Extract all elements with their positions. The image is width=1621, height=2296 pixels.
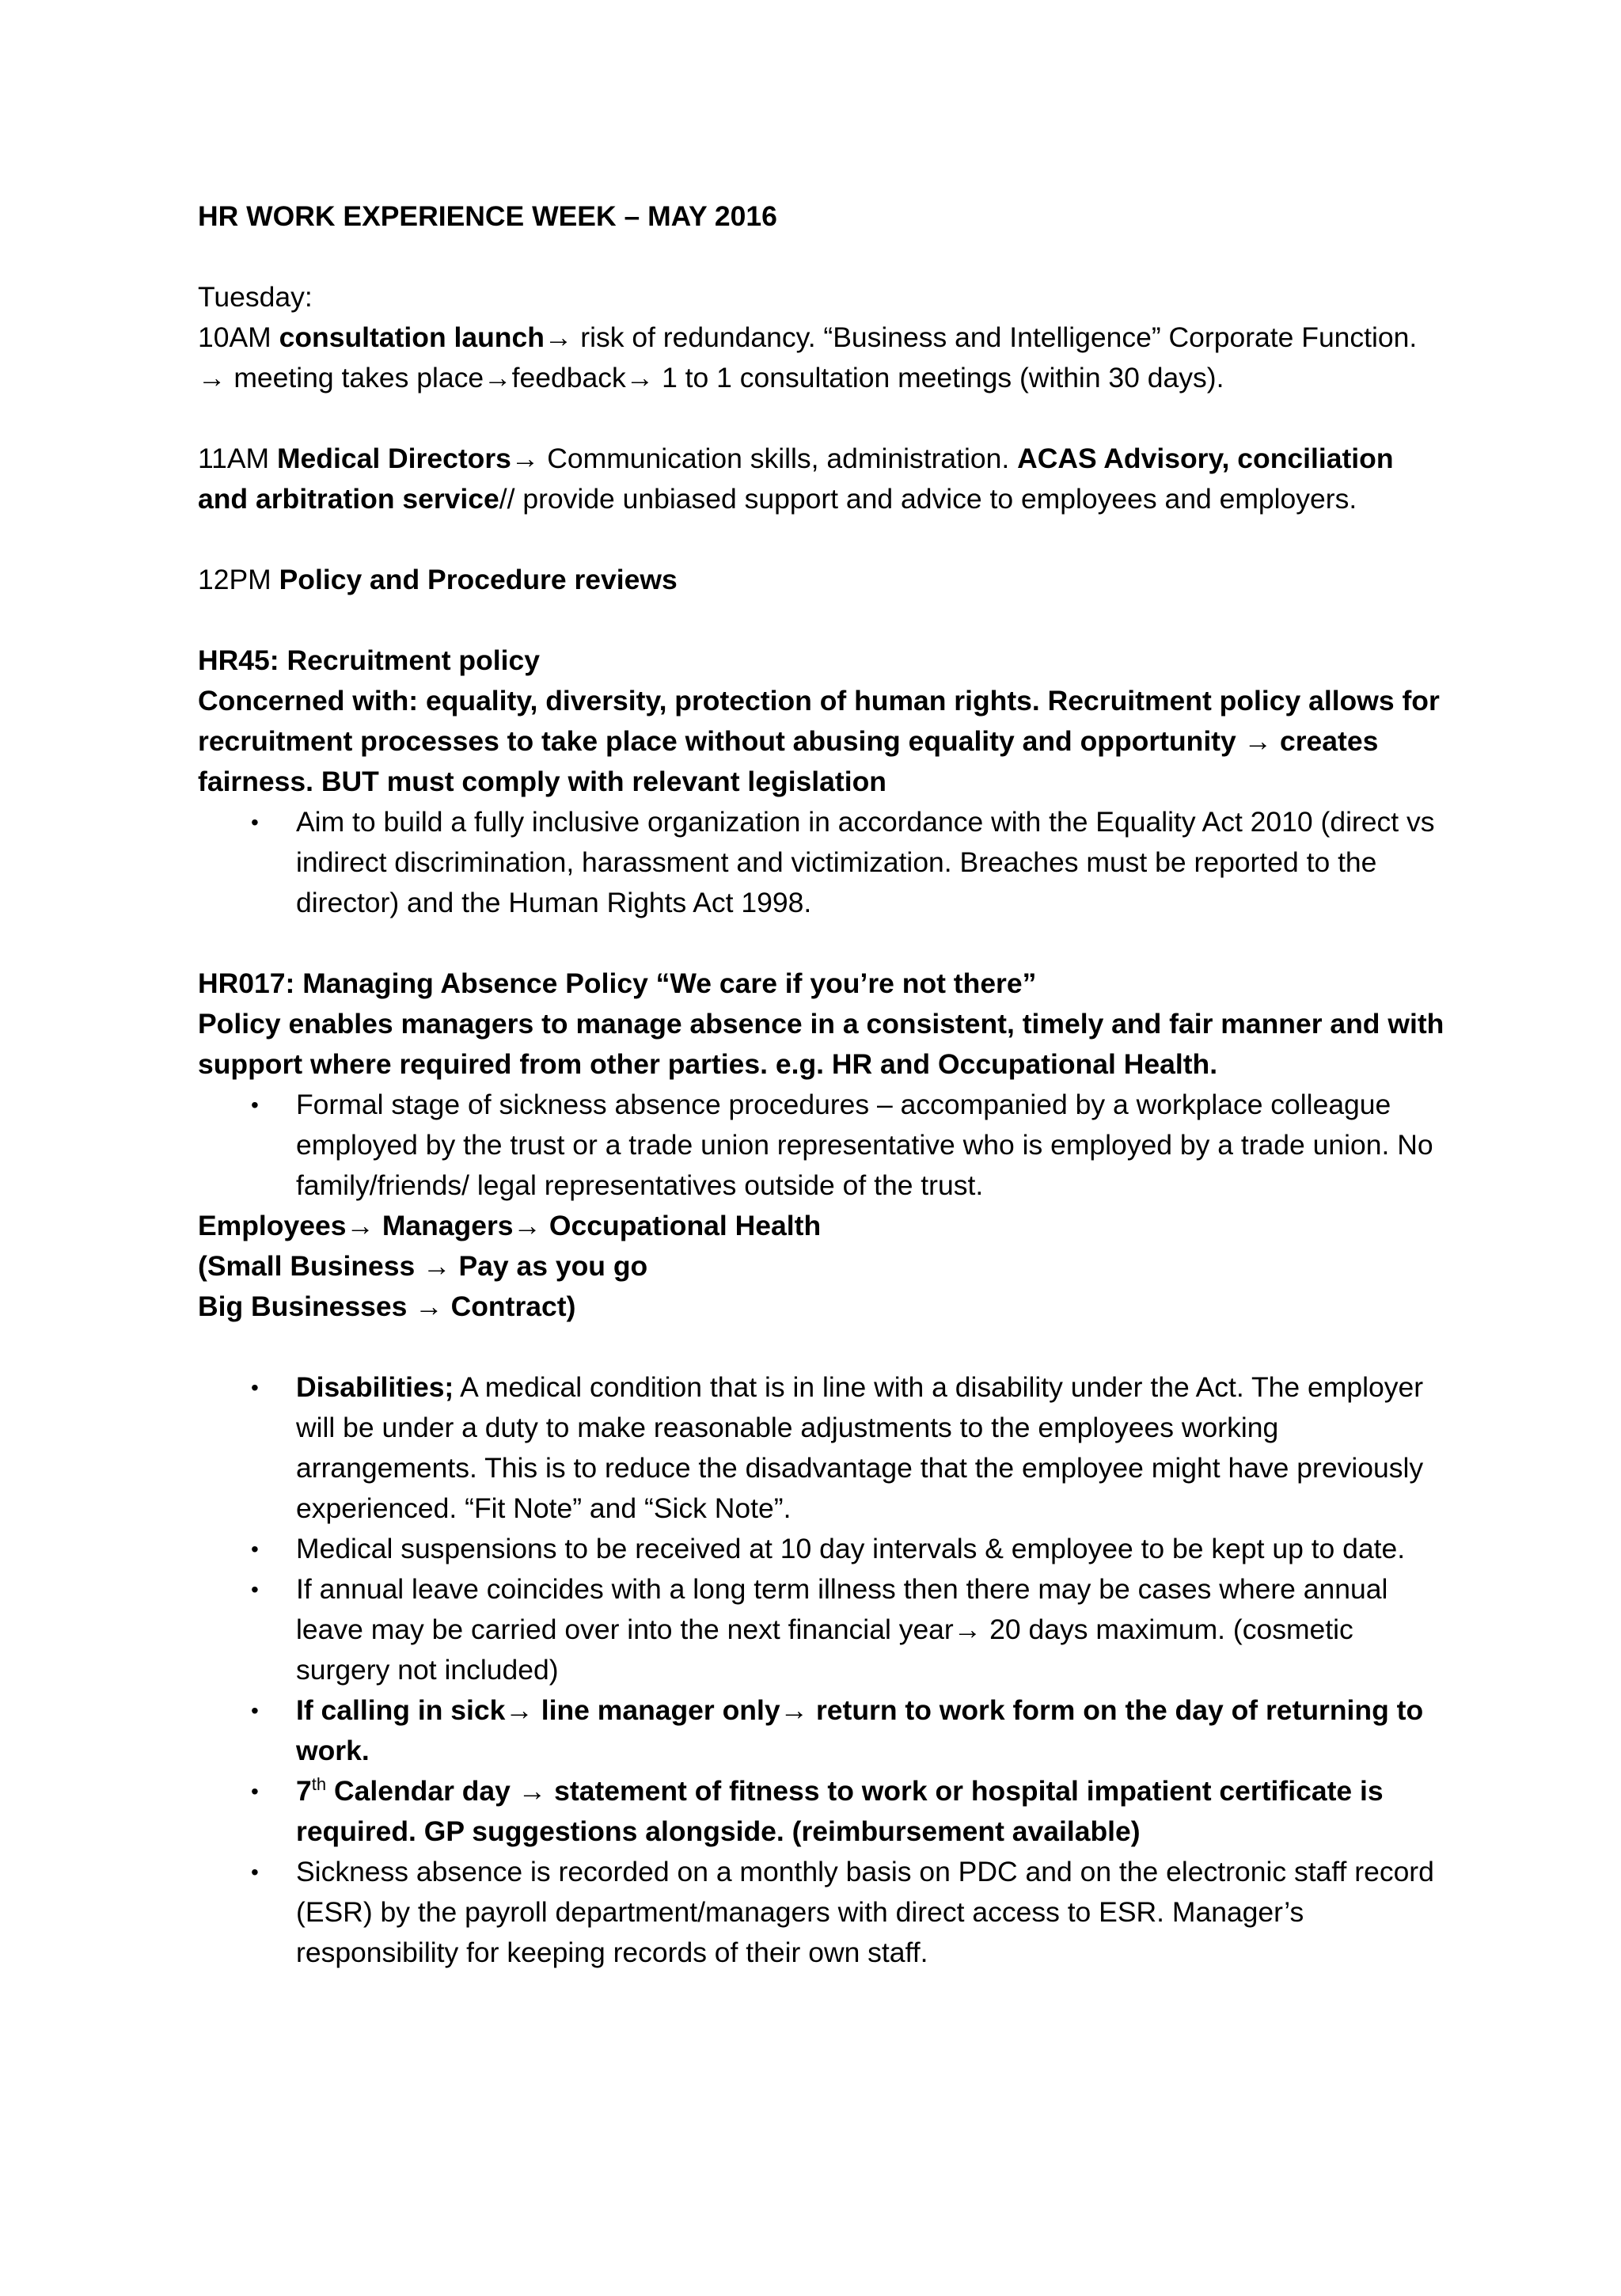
day-label: Tuesday: xyxy=(198,281,313,313)
bullet-icon: • xyxy=(251,1093,259,1117)
document-title: HR WORK EXPERIENCE WEEK – MAY 2016 xyxy=(198,200,777,232)
arrow-icon: → xyxy=(505,1694,533,1726)
list-item: • Formal stage of sickness absence procedures – accompanied by a workplace colleague employed by the trust or a trade union representative who is employed by a trade union. No family/friends/ legal representatives outside of the trust. xyxy=(198,1085,1448,1206)
bullet-icon: • xyxy=(251,1860,259,1884)
hr45-summary: Concerned with: equality, diversity, protection of human rights. Recruitment policy allows for recruitment processes to take place without abusing equality and opportunity → creates fairness. BUT must comply with relevant legislation xyxy=(198,685,1440,797)
entry-11am: 11AM Medical Directors→ Communication skills, administration. ACAS Advisory, conciliation and arbitration service// provide unbiased support and advice to employees and employers. xyxy=(198,443,1394,515)
arrow-icon: → xyxy=(198,362,226,393)
arrow-icon: → xyxy=(780,1694,809,1726)
entry-10am: 10AM consultation launch→ risk of redundancy. “Business and Intelligence” Corporate Function. → meeting takes place→feedback→ 1 to 1 consultation meetings (within 30 days). xyxy=(198,321,1418,393)
list-item: • Aim to build a fully inclusive organization in accordance with the Equality Act 2010 (direct vs indirect discrimination, harassment and victimization. Breaches must be reported to the director) and the Human Rights Act 1998. xyxy=(198,802,1448,923)
bullet-icon: • xyxy=(251,1779,259,1804)
arrow-icon: → xyxy=(625,362,655,393)
arrow-icon: → xyxy=(415,1291,443,1322)
arrow-icon: → xyxy=(518,1775,547,1807)
list-item: • Medical suspensions to be received at 10 day intervals & employee to be kept up to date. xyxy=(198,1529,1448,1569)
bullet-icon: • xyxy=(251,1577,259,1602)
absence-bullet-list xyxy=(198,1367,1448,1973)
hr017-summary: Policy enables managers to manage absence in a consistent, timely and fair manner and with support where required from other parties. e.g. HR and Occupational Health. xyxy=(198,1008,1444,1080)
hr017-flow: Employees→ Managers→ Occupational Health xyxy=(198,1210,822,1241)
hr45-heading: HR45: Recruitment policy xyxy=(198,644,541,676)
bullet-icon: • xyxy=(251,1698,259,1723)
list-item: • 7th Calendar day → statement of fitness to work or hospital impatient certificate is required. GP suggestions alongside. (reimbursement available) xyxy=(198,1771,1448,1852)
list-item: • Sickness absence is recorded on a monthly basis on PDC and on the electronic staff record (ESR) by the payroll department/managers with direct access to ESR. Manager’s responsibility for keeping records of their own staff. xyxy=(198,1852,1448,1973)
bullet-icon: • xyxy=(251,1375,259,1400)
hr45-bullet-list xyxy=(198,802,1448,923)
list-item: • Disabilities; A medical condition that is in line with a disability under the Act. The employer will be under a duty to make reasonable adjustments to the employees working arrangements. This is to reduce the disadvantage that the employee might have previously experienced. “Fit Note” and “Sick Note”. xyxy=(198,1367,1448,1529)
hr017-bullet-list xyxy=(198,1085,1448,1206)
arrow-icon: → xyxy=(1243,725,1273,757)
bullet-icon: • xyxy=(251,810,259,834)
arrow-icon: → xyxy=(346,1210,374,1241)
list-item: • If annual leave coincides with a long term illness then there may be cases where annual leave may be carried over into the next financial year→ 20 days maximum. (cosmetic surgery not included) xyxy=(198,1569,1448,1690)
document-page xyxy=(198,196,1448,1973)
arrow-icon: → xyxy=(484,362,512,393)
arrow-icon: → xyxy=(423,1250,451,1282)
entry-12pm: 12PM Policy and Procedure reviews xyxy=(198,564,678,595)
hr017-big-business: Big Businesses → Contract) xyxy=(198,1291,576,1322)
hr017-small-business: (Small Business → Pay as you go xyxy=(198,1250,648,1282)
arrow-icon: → xyxy=(511,443,540,474)
hr017-heading: HR017: Managing Absence Policy “We care if you’re not there” xyxy=(198,967,1037,999)
arrow-icon: → xyxy=(953,1614,982,1645)
list-item: • If calling in sick→ line manager only→ return to work form on the day of returning to work. xyxy=(198,1690,1448,1771)
arrow-icon: → xyxy=(544,321,573,353)
bullet-icon: • xyxy=(251,1537,259,1561)
arrow-icon: → xyxy=(513,1210,542,1241)
